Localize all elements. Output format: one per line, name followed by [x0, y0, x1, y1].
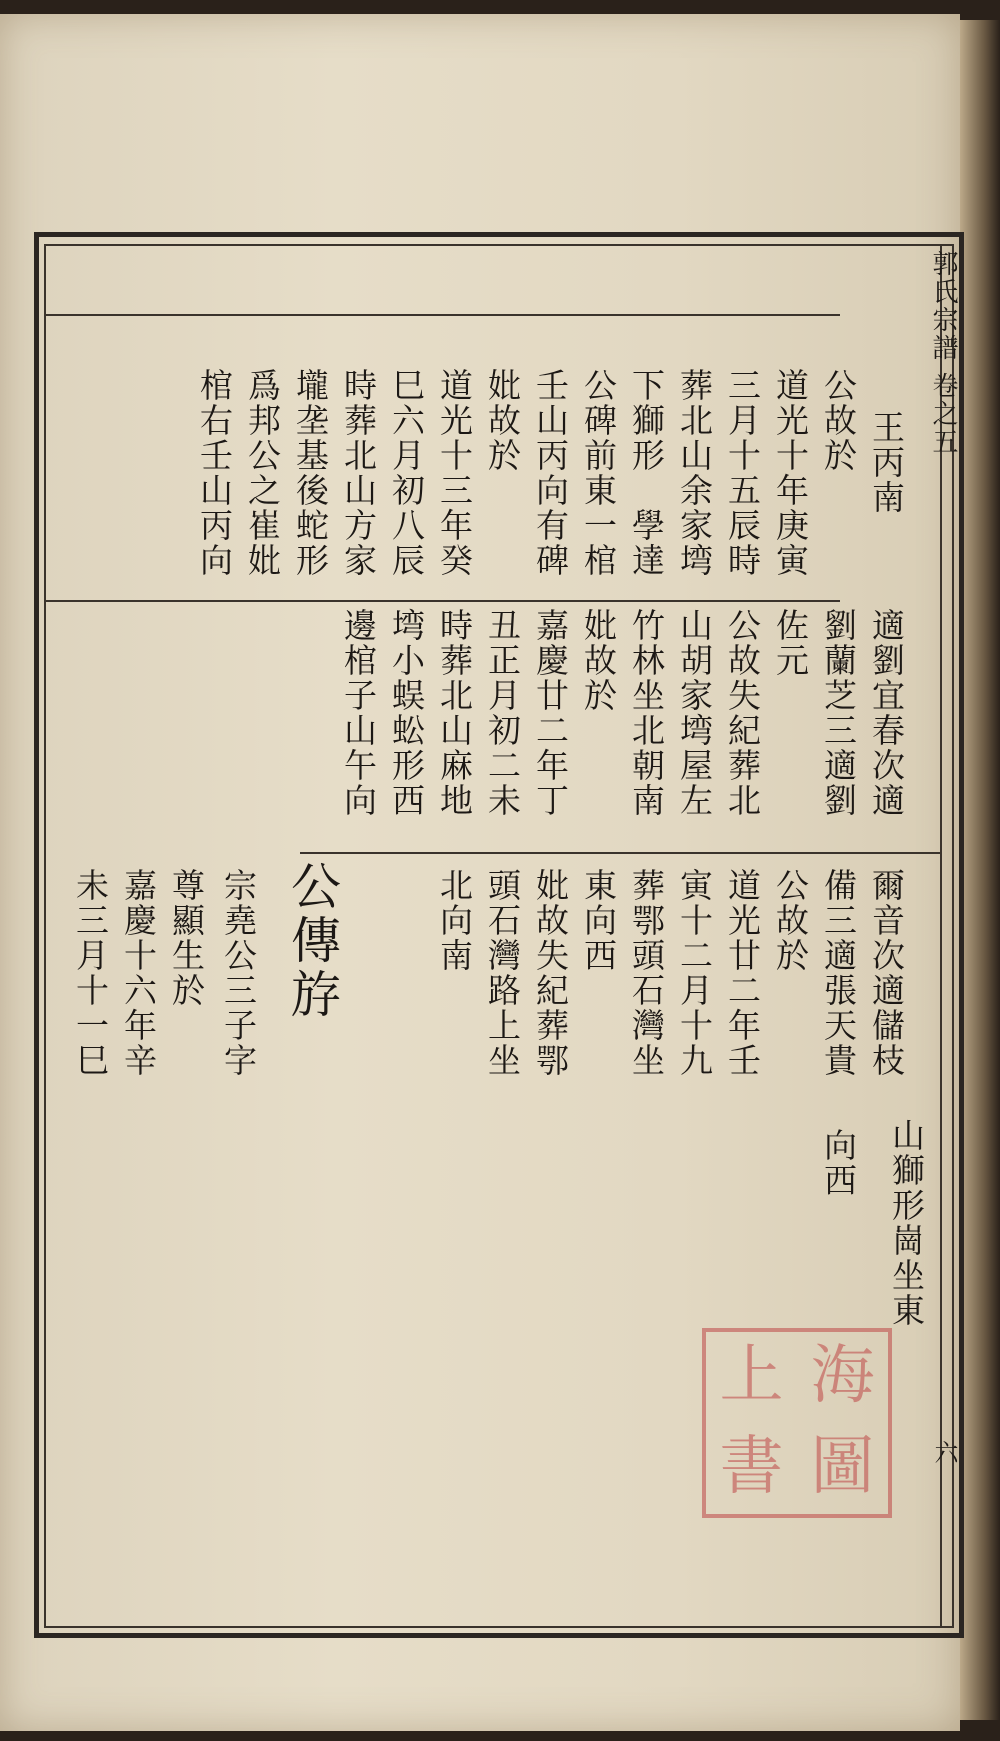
- text-column: 時葬北山麻地: [435, 608, 474, 818]
- text-column: 塆小蜈蚣形西: [387, 608, 426, 818]
- text-column: 邊棺子山午向: [339, 608, 378, 818]
- text-column: 向西: [819, 1128, 858, 1198]
- text-column: 三月十五辰時: [723, 368, 762, 578]
- text-column: 嘉慶廿二年丁: [531, 608, 570, 818]
- text-column: 尊顯生於: [167, 868, 206, 1008]
- text-column: 寅十二月十九: [675, 868, 714, 1078]
- library-seal-stamp: [702, 1328, 892, 1518]
- text-column: 壬山丙向有碑: [531, 368, 570, 578]
- text-column: 道光十年庚寅: [771, 368, 810, 578]
- page-edge: [960, 20, 1000, 1720]
- text-column: 嘉慶十六年辛: [119, 868, 158, 1078]
- text-column: 時葬北山方家: [339, 368, 378, 578]
- text-column: 下獅形 學達: [627, 368, 666, 578]
- text-column: 棺右壬山丙向: [195, 368, 234, 578]
- text-column: 王丙南: [867, 410, 906, 515]
- text-column: 公碑前東一棺: [579, 368, 618, 578]
- text-column: 巳六月初八辰: [387, 368, 426, 578]
- text-column: 爾音次適儲枝: [867, 868, 906, 1078]
- section-heading: 公傳斿: [283, 860, 341, 1022]
- text-column: 公故失紀葬北: [723, 608, 762, 818]
- text-column: 葬北山余家塆: [675, 368, 714, 578]
- text-column: 妣故失紀葬鄂: [531, 868, 570, 1078]
- text-column: 未三月十一巳: [71, 868, 110, 1078]
- text-column: 妣故於: [483, 368, 522, 473]
- text-column: 頭石灣路上坐: [483, 868, 522, 1078]
- text-column: 宗堯公三子字: [219, 868, 258, 1078]
- text-column: 山胡家塆屋左: [675, 608, 714, 818]
- text-column: 道光十三年癸: [435, 368, 474, 578]
- text-column: 竹林坐北朝南: [627, 608, 666, 818]
- text-column: 壠垄基後蛇形: [291, 368, 330, 578]
- text-column: 爲邦公之崔妣: [243, 368, 282, 578]
- text-column: 妣故於: [579, 608, 618, 713]
- register-divider-1: [44, 600, 840, 602]
- text-column: 公故於: [771, 868, 810, 973]
- seal-char: 書: [719, 1430, 784, 1504]
- text-column: 劉蘭芝三適劉: [819, 608, 858, 818]
- register-divider-top: [44, 314, 840, 316]
- text-column-right: 山獅形崗坐東: [887, 1118, 926, 1328]
- text-column: 備三適張天貴: [819, 868, 858, 1078]
- register-divider-2: [300, 852, 940, 854]
- text-column: 丑正月初二未: [483, 608, 522, 818]
- seal-char: 上: [719, 1339, 784, 1413]
- spine-page-number: 六: [930, 1440, 958, 1464]
- text-column: 適劉宜春次適: [867, 608, 906, 818]
- spine-title: 郭氏宗譜 卷之五: [928, 250, 958, 457]
- text-column: 東向西: [579, 868, 618, 973]
- text-column: 佐元: [771, 608, 810, 678]
- seal-char: 海: [810, 1339, 875, 1413]
- text-column: 葬鄂頭石灣坐: [627, 868, 666, 1078]
- seal-char: 圖: [810, 1430, 875, 1504]
- text-column: 北向南: [435, 868, 474, 973]
- text-column: 公故於: [819, 368, 858, 473]
- text-column: 道光廿二年壬: [723, 868, 762, 1078]
